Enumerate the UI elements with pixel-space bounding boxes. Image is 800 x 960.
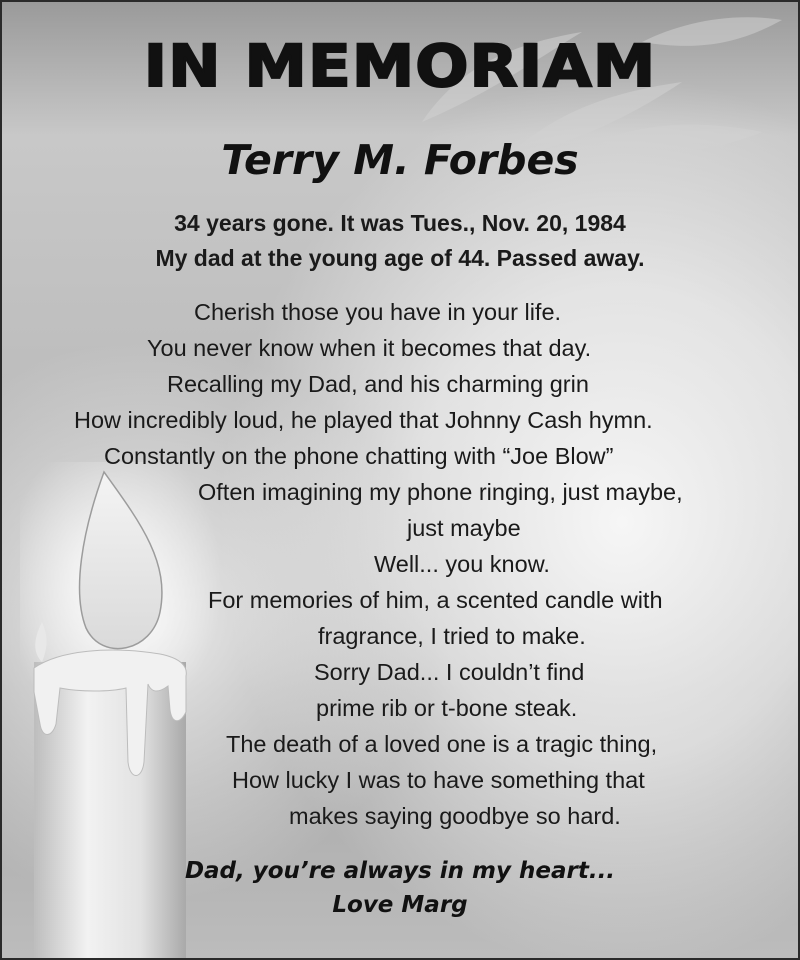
poem-line: For memories of him, a scented candle with <box>208 587 663 613</box>
memorial-subheading <box>2 206 798 276</box>
closing-signature <box>2 854 798 922</box>
closing-line: Dad, you’re always in my heart... <box>184 858 616 884</box>
poem-line: fragrance, I tried to make. <box>318 623 586 649</box>
poem-line: Sorry Dad... I couldn’t find <box>314 659 585 685</box>
poem-line: Recalling my Dad, and his charming grin <box>167 371 589 397</box>
page-title: IN MEMORIAM <box>143 32 657 100</box>
poem-line: Cherish those you have in your life. <box>194 299 562 325</box>
poem-line: Well... you know. <box>374 551 550 577</box>
signature: Love Marg <box>332 892 468 918</box>
poem-line: Often imagining my phone ringing, just maybe, <box>198 479 683 505</box>
poem-line: makes saying goodbye so hard. <box>289 803 621 829</box>
poem-line: How lucky I was to have something that <box>232 767 645 793</box>
deceased-name: Terry M. Forbes <box>221 136 579 184</box>
poem-line: How incredibly loud, he played that Johnny Cash hymn. <box>74 407 653 433</box>
memorial-poem <box>2 294 798 834</box>
poem-line: just maybe <box>407 515 521 541</box>
subheading-line: 34 years gone. It was Tues., Nov. 20, 1984 <box>174 210 626 236</box>
poem-line: Constantly on the phone chatting with “Joe Blow” <box>104 443 614 469</box>
subheading-line: My dad at the young age of 44. Passed away. <box>155 245 645 271</box>
poem-line: prime rib or t-bone steak. <box>316 695 578 721</box>
poem-line: You never know when it becomes that day. <box>147 335 592 361</box>
poem-line: The death of a loved one is a tragic thing, <box>226 731 658 757</box>
